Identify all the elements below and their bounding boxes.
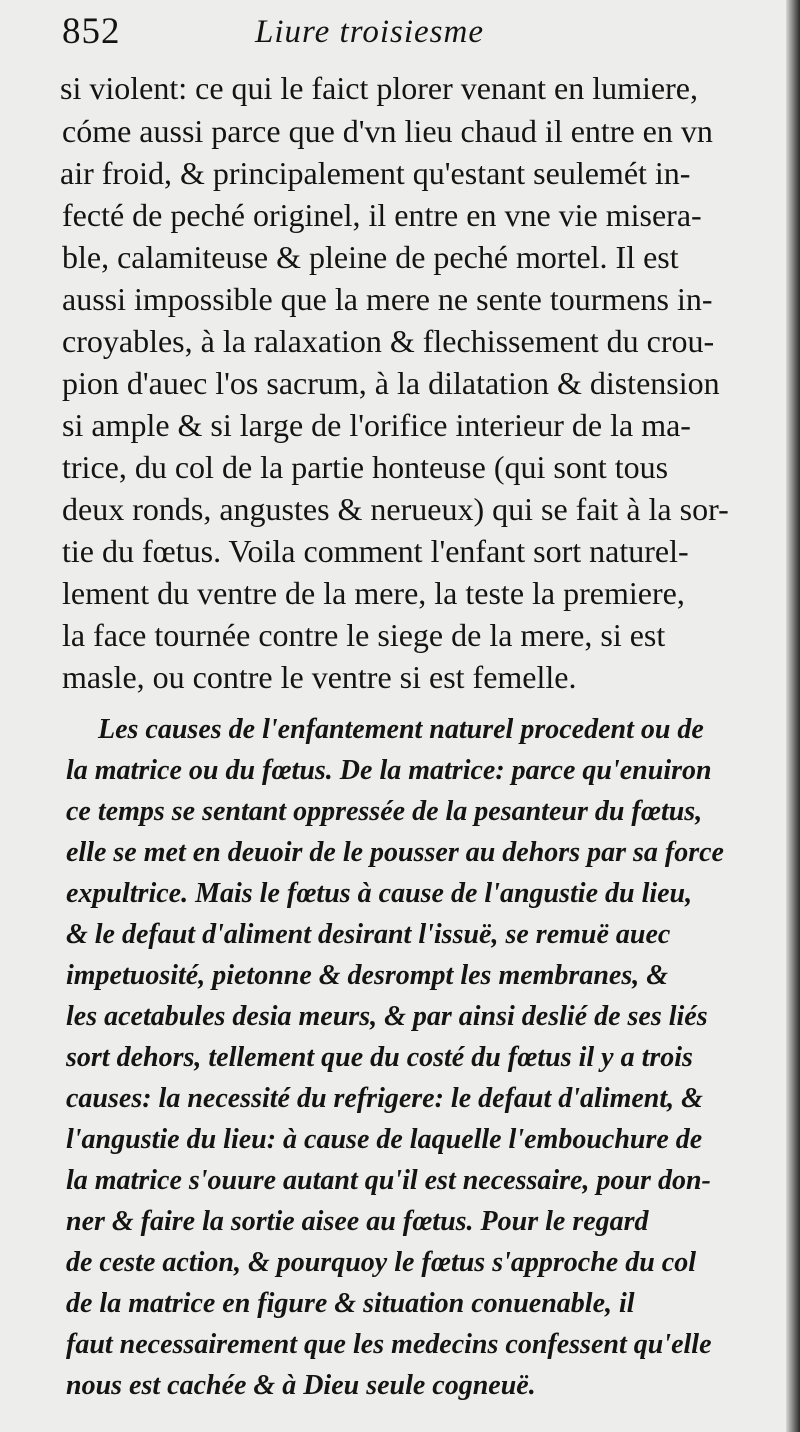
text-line: elle se met en deuoir de le pousser au dehors par sa force	[66, 837, 724, 868]
text-line: ble, calamiteuse & pleine de peché mortel. Il est	[62, 239, 679, 275]
running-title: Liure troisiesme	[255, 14, 484, 50]
text-line: aussi impossible que la mere ne sente tourmens in-	[62, 281, 713, 317]
text-line: sort dehors, tellement que du costé du fœtus il y a trois	[66, 1042, 693, 1073]
text-line: si ample & si large de l'orifice interieur de la ma-	[62, 407, 691, 443]
text-line: fecté de peché originel, il entre en vne vie misera-	[62, 197, 702, 233]
text-line: la matrice ou du fœtus. De la matrice: parce qu'enuiron	[66, 755, 712, 786]
text-line: trice, du col de la partie honteuse (qui sont tous	[62, 449, 669, 485]
text-line: deux ronds, angustes & nerueux) qui se fait à la sor-	[62, 491, 729, 527]
text-line: ner & faire la sortie aisee au fœtus. Pour le regard	[66, 1206, 649, 1237]
text-line: de la matrice en figure & situation conuenable, il	[66, 1288, 635, 1319]
text-line: la face tournée contre le siege de la mere, si est	[62, 617, 666, 653]
text-line: expultrice. Mais le fœtus à cause de l'angustie du lieu,	[66, 878, 693, 909]
text-line: croyables, à la ralaxation & flechissement du crou-	[62, 323, 715, 359]
text-line: Les causes de l'enfantement naturel procedent ou de	[98, 714, 704, 745]
text-line: tie du fœtus. Voila comment l'enfant sort naturel-	[62, 533, 689, 569]
text-line: impetuosité, pietonne & desrompt les membranes, &	[66, 960, 668, 991]
text-line: ce temps se sentant oppressée de la pesanteur du fœtus,	[66, 796, 703, 827]
text-line: cóme aussi parce que d'vn lieu chaud il entre en vn	[62, 113, 713, 149]
text-line: de ceste action, & pourquoy le fœtus s'approche du col	[66, 1247, 696, 1278]
text-line: nous est cachée & à Dieu seule cogneuë.	[66, 1370, 536, 1401]
text-line: pion d'auec l'os sacrum, à la dilatation & distension	[62, 365, 720, 401]
page-edge-shadow	[786, 0, 800, 1432]
text-line: air froid, & principalement qu'estant seulemét in-	[60, 155, 691, 191]
text-line: l'angustie du lieu: à cause de laquelle l'embouchure de	[66, 1124, 703, 1155]
text-line: masle, ou contre le ventre si est femelle.	[62, 659, 577, 695]
page-number: 852	[62, 11, 121, 52]
text-line: causes: la necessité du refrigere: le defaut d'aliment, &	[66, 1083, 703, 1114]
text-line: lement du ventre de la mere, la teste la premiere,	[62, 575, 685, 611]
text-line: si violent: ce qui le faict plorer venant en lumiere,	[60, 70, 698, 106]
text-line: & le defaut d'aliment desirant l'issuë, se remuë auec	[66, 919, 671, 950]
text-line: les acetabules desia meurs, & par ainsi deslié de ses liés	[66, 1001, 708, 1032]
text-line: la matrice s'ouure autant qu'il est necessaire, pour don-	[66, 1165, 711, 1196]
text-line: faut necessairement que les medecins confessent qu'elle	[66, 1329, 712, 1360]
